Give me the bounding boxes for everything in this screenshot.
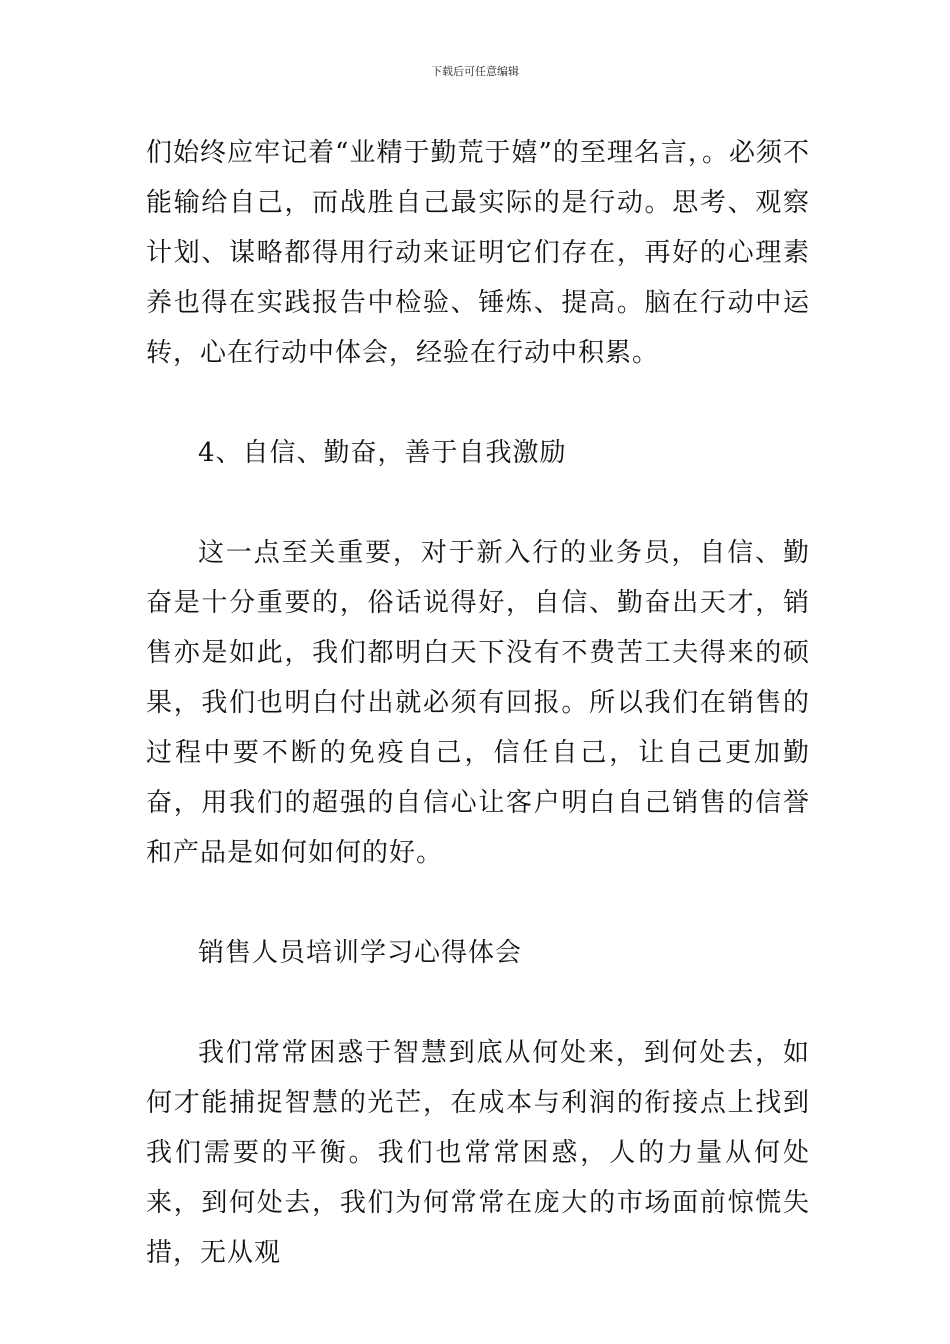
- section-heading: 4、自信、勤奋，善于自我激励: [198, 438, 567, 468]
- article-title: 销售人员培训学习心得体会: [198, 938, 523, 968]
- paragraph-wisdom: 我们常常困惑于智慧到底从何处来，到何处去，如何才能捕捉智慧的光芒，在成本与利润的衔接点上找到我们需要的平衡。我们也常常困惑，人的力量从何处来，到何处去，我们为何常常在庞大的市场面前惊慌失措，无从观: [146, 1038, 810, 1268]
- paragraph-gap: [146, 378, 810, 428]
- paragraph-gap: [146, 478, 810, 528]
- paragraph-gap: [146, 878, 810, 928]
- paragraph-gap: [146, 978, 810, 1028]
- document-body: [146, 128, 810, 1278]
- paragraph-self-confidence: 这一点至关重要，对于新入行的业务员，自信、勤奋是十分重要的，俗话说得好，自信、勤奋出天才，销售亦是如此，我们都明白天下没有不费苦工夫得来的硕果，我们也明白付出就必须有回报。所以我们在销售的过程中要不断的免疫自己，信任自己，让自己更加勤奋，用我们的超强的自信心让客户明白自己销售的信誉和产品是如何如何的好。: [146, 538, 810, 868]
- page-header: 下载后可任意编辑: [431, 65, 519, 78]
- paragraph-continuation: 们始终应牢记着“业精于勤荒于嬉”的至理名言，。必须不能输给自己，而战胜自己最实际的是行动。思考、观察计划、谋略都得用行动来证明它们存在，再好的心理素养也得在实践报告中检验、锤炼、提高。脑在行动中运转，心在行动中体会，经验在行动中积累。: [146, 138, 810, 368]
